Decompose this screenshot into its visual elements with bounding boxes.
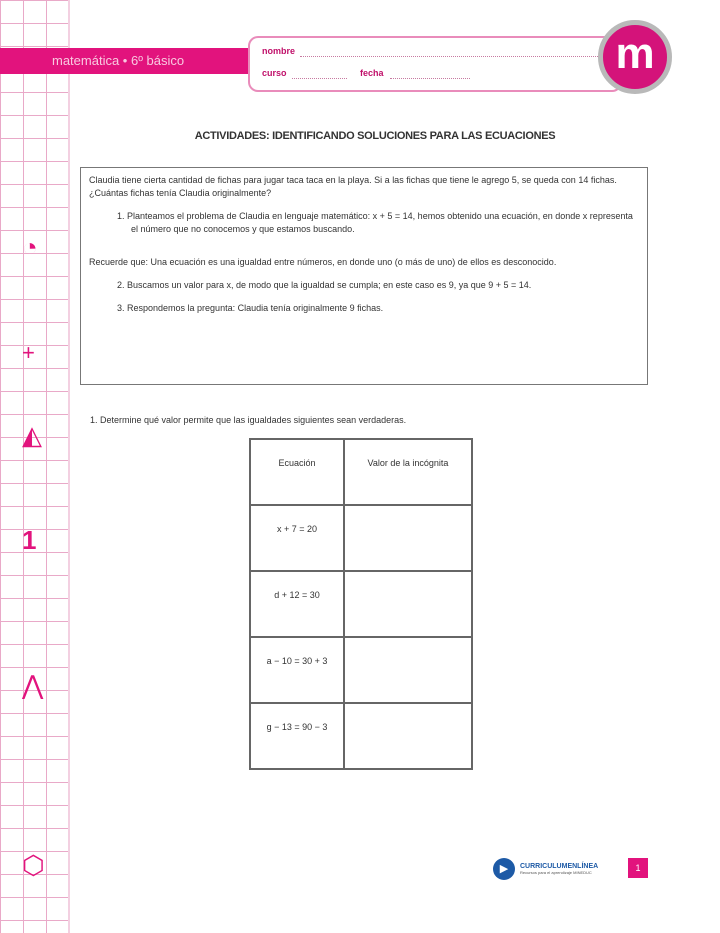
curso-field[interactable] bbox=[292, 70, 347, 79]
table-row bbox=[250, 637, 472, 703]
problem-text: Claudia tiene cierta cantidad de fichas para jugar taca taca en la playa. Si a las fichas que tiene le agrego 5, se queda con 14 fichas. ¿Cuántas fichas tenía Claudia originalmente? bbox=[89, 175, 617, 198]
header-equation: Ecuación bbox=[250, 439, 344, 505]
fecha-field[interactable] bbox=[390, 70, 470, 79]
protractor-icon: ◔ bbox=[22, 232, 38, 262]
compass-icon: ⋀ bbox=[22, 670, 44, 700]
nombre-field[interactable] bbox=[300, 48, 600, 57]
answer-cell[interactable] bbox=[344, 571, 472, 637]
page-title: ACTIVIDADES: IDENTIFICANDO SOLUCIONES PARA LAS ECUACIONES bbox=[194, 130, 556, 142]
cube-net-icon: ⬡ bbox=[22, 850, 45, 880]
step-2: 2. Buscamos un valor para x, de modo que la igualdad se cumpla; en este caso es 9, ya que 9 + 5 = 14. bbox=[117, 280, 532, 290]
equation-cell: d + 12 = 30 bbox=[250, 571, 344, 637]
table-row bbox=[250, 703, 472, 769]
equation-table bbox=[249, 438, 473, 770]
page-number: 1 bbox=[628, 858, 648, 878]
number-one-icon: 1 bbox=[22, 525, 37, 555]
question-1: 1. Determine qué valor permite que las igualdades siguientes sean verdaderas. bbox=[90, 415, 407, 425]
student-info-box bbox=[248, 36, 622, 92]
table-row bbox=[250, 571, 472, 637]
curriculum-logo bbox=[493, 858, 598, 880]
brand-tagline: Recursos para el aprendizaje MINEDUC bbox=[520, 870, 592, 875]
equation-cell: g − 13 = 90 − 3 bbox=[250, 703, 344, 769]
brand-name: CURRICULUMENLÍNEA bbox=[520, 863, 599, 870]
table-row bbox=[250, 505, 472, 571]
step-1: 1. Planteamos el problema de Claudia en lenguaje matemático: x + 5 = 14, hemos obtenido una ecuación, en donde x representa el número que no conocemos y que estamos buscando. bbox=[117, 211, 633, 234]
equation-cell: x + 7 = 20 bbox=[250, 505, 344, 571]
example-box bbox=[80, 167, 648, 385]
triangle-ruler-icon: ◭ bbox=[22, 420, 42, 450]
answer-cell[interactable] bbox=[344, 703, 472, 769]
fecha-label: fecha bbox=[360, 68, 384, 78]
curso-label: curso bbox=[262, 68, 287, 78]
answer-cell[interactable] bbox=[344, 637, 472, 703]
table-header-row bbox=[250, 439, 472, 505]
math-logo: m bbox=[598, 20, 672, 94]
nombre-label: nombre bbox=[262, 46, 296, 56]
play-icon: ▶ bbox=[493, 858, 515, 880]
header-value: Valor de la incógnita bbox=[344, 439, 472, 505]
answer-cell[interactable] bbox=[344, 505, 472, 571]
plus-icon: + bbox=[22, 340, 35, 365]
subject-band: matemática • 6º básico bbox=[0, 48, 250, 74]
equation-cell: a − 10 = 30 + 3 bbox=[250, 637, 344, 703]
remember-note: Recuerde que: Una ecuación es una igualdad entre números, en donde uno (o más de uno) de ellos es desconocido. bbox=[89, 257, 557, 267]
step-3: 3. Respondemos la pregunta: Claudia tenía originalmente 9 fichas. bbox=[117, 303, 384, 313]
